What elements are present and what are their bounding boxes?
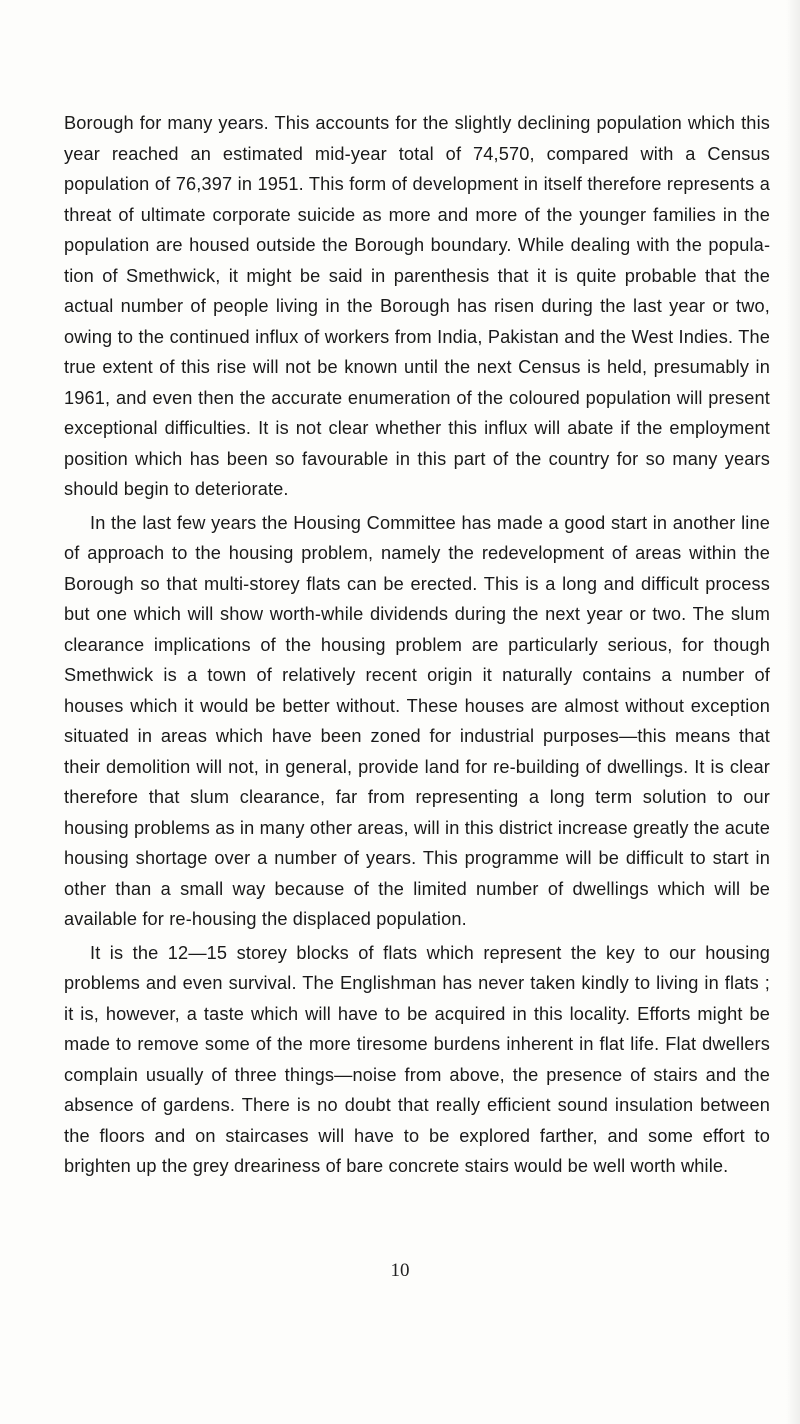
paragraph-redevelopment: In the last few years the Housing Committee has made a good start in another line of approach to the housing problem, namely the redevelopment of areas within the Borough so that multi-storey flats can be erected. This is a long and difficult process but one which will show worth-while dividends during the next year or two. The slum clearance implications of the housing problem are particularly serious, for though Smethwick is a town of relatively recent origin it naturally contains a number of houses which it would be better without. These houses are almost without exception situated in areas which have been zoned for industrial purposes—this means that their demolition will not, in general, provide land for re-building of dwellings. It is clear therefore that slum clearance, far from representing a long term solution to our housing problems as in many other areas, will in this district increase greatly the acute housing shortage over a number of years. This programme will be difficult to start in other than a small way because of the limited number of dwellings which will be available for re-housing the displaced population. <box>64 512 770 929</box>
body-text <box>64 108 770 1182</box>
paragraph-population: Borough for many years. This accounts for the slightly declining population which this year reached an estimated mid-year total of 74,570, compared with a Census population of 76,397 in 1951. This form of development in itself therefore represents a threat of ultimate corporate suicide as more and more of the younger families in the population are housed outside the Borough boundary. While dealing with the population of Smethwick, it might be said in parenthesis that it is quite probable that the actual number of people living in the Borough has risen during the last year or two, owing to the continued influx of workers from India, Pakistan and the West Indies. The true extent of this rise will not be known until the next Census is held, presumably in 1961, and even then the accurate enumeration of the coloured population will present exceptional difficulties. It is not clear whether this influx will abate if the employment position which has been so favourable in this part of the country for so many years should begin to deteriorate. <box>64 113 770 499</box>
page-number: 10 <box>390 1260 410 1281</box>
paragraph-flats: It is the 12—15 storey blocks of flats which represent the key to our housing problems and even survival. The Englishman has never taken kindly to living in flats ; it is, however, a taste which will have to be acquired in this locality. Efforts might be made to remove some of the more tiresome burdens inherent in flat life. Flat dwellers complain usually of three things—noise from above, the presence of stairs and the absence of gardens. There is no doubt that really efficient sound insulation between the floors and on staircases will have to be explored farther, and some effort to brighten up the grey dreariness of bare concrete stairs would be well worth while. <box>64 942 770 1176</box>
